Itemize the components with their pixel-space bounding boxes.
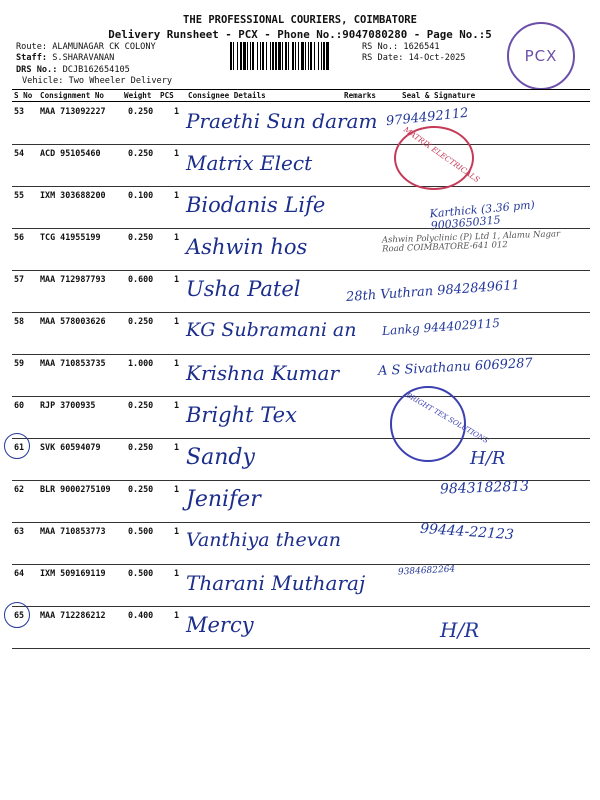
row-sno: 58 (14, 316, 25, 326)
col-pcs: PCS (160, 91, 174, 100)
row-divider (12, 354, 590, 355)
row-consignee-handwritten: Matrix Elect (186, 151, 313, 175)
row-consignee-handwritten: Bright Tex (186, 403, 297, 427)
row-sno: 64 (14, 568, 25, 578)
row-sno: 53 (14, 106, 25, 116)
row-seal-signature: 9384682264 (397, 564, 456, 578)
sno-circle-mark (4, 602, 30, 628)
row-consignee-handwritten: Krishna Kumar (186, 361, 340, 385)
staff-label: Staff: (16, 53, 48, 63)
col-consignment: Consignment No (40, 91, 105, 100)
row-consignee-handwritten: Mercy (186, 613, 254, 637)
row-seal-signature: BRIGHT TEX SOLUTIONS (404, 391, 490, 445)
row-seal-signature: 99444-22123 (419, 520, 515, 544)
drs-row (16, 65, 130, 75)
row-divider (12, 186, 590, 187)
row-sno: 63 (14, 526, 25, 536)
row-consignment-no: MAA 710853773 (40, 526, 106, 536)
row-weight: 0.250 (128, 106, 154, 116)
row-seal-signature: 28th Vuthran 9842849611 (345, 277, 521, 306)
runsheet-title: Delivery Runsheet - PCX - Phone No.:9047080280 - Page No.:5 (108, 28, 492, 41)
row-sno: 54 (14, 148, 25, 158)
brighttex-seal-stamp (390, 386, 466, 462)
row-weight: 0.500 (128, 526, 154, 536)
row-pcs: 1 (174, 442, 180, 452)
route-text: Route: ALAMUNAGAR CK COLONY (16, 42, 156, 52)
row-pcs: 1 (174, 274, 180, 284)
row-consignment-no: SVK 60594079 (40, 442, 101, 452)
row-consignee-handwritten: Jenifer (186, 487, 261, 512)
row-sno: 65 (14, 610, 25, 620)
row-consignee-handwritten: Ashwin hos (186, 235, 308, 259)
row-weight: 1.000 (128, 358, 154, 368)
row-sno: 56 (14, 232, 25, 242)
sno-circle-mark (4, 433, 30, 459)
row-weight: 0.250 (128, 400, 154, 410)
row-weight: 0.250 (128, 148, 154, 158)
row-seal-signature: 9843182813 (439, 478, 530, 498)
barcode (230, 42, 356, 70)
row-divider (12, 438, 590, 439)
row-consignee-handwritten: Praethi Sun daram (186, 109, 378, 133)
row-consignee-handwritten: Sandy (186, 445, 255, 470)
row-sno: 61 (14, 442, 25, 452)
row-consignment-no: IXM 303688200 (40, 190, 106, 200)
col-seal: Seal & Signature (402, 91, 476, 100)
row-weight: 0.600 (128, 274, 154, 284)
drs-label: DRS No.: (16, 65, 58, 75)
pcx-stamp: PCX (507, 22, 575, 90)
row-divider (12, 606, 590, 607)
row-pcs: 1 (174, 568, 180, 578)
row-consignee-handwritten: Biodanis Life (186, 193, 326, 217)
barcode-bar (329, 42, 330, 70)
row-consignee-handwritten: Tharani Mutharaj (186, 571, 366, 595)
row-divider (12, 312, 590, 313)
row-divider (12, 270, 590, 271)
company-title: THE PROFESSIONAL COURIERS, COIMBATORE (183, 14, 417, 26)
table-header-rule (12, 101, 590, 102)
col-remarks: Remarks (344, 91, 377, 100)
col-sno: S No (14, 91, 33, 100)
row-sno: 62 (14, 484, 25, 494)
row-seal-signature: Karthick (3.36 pm) 9003650315 (429, 198, 536, 233)
row-consignment-no: MAA 713092227 (40, 106, 106, 116)
row-pcs: 1 (174, 232, 180, 242)
vehicle-text: Vehicle: Two Wheeler Delivery (22, 76, 173, 86)
row-divider (12, 144, 590, 145)
rs-number: RS No.: 1626541 (362, 42, 440, 52)
row-pcs: 1 (174, 148, 180, 158)
row-pcs: 1 (174, 400, 180, 410)
row-divider (12, 522, 590, 523)
col-weight: Weight (124, 91, 152, 100)
row-weight: 0.250 (128, 232, 154, 242)
row-pcs: 1 (174, 358, 180, 368)
row-pcs: 1 (174, 106, 180, 116)
row-seal-signature: H/R (440, 618, 480, 642)
row-seal-signature: Ashwin Polyclinic (P) Ltd 1, Alamu Nagar Road COIMBATORE-641 012 (381, 229, 561, 255)
row-sno: 60 (14, 400, 25, 410)
row-consignment-no: IXM 509169119 (40, 568, 106, 578)
row-weight: 0.250 (128, 316, 154, 326)
row-pcs: 1 (174, 316, 180, 326)
row-divider (12, 228, 590, 229)
row-seal-signature: A S Sivathanu 6069287 (377, 355, 534, 380)
row-sno: 57 (14, 274, 25, 284)
row-divider (12, 396, 590, 397)
col-consignee: Consignee Details (188, 91, 266, 100)
row-weight: 0.500 (128, 568, 154, 578)
row-consignment-no: ACD 95105460 (40, 148, 101, 158)
drs-value: DCJB16265410​5 (62, 65, 130, 75)
row-consignment-no: RJP 3700935 (40, 400, 96, 410)
row-seal-signature: MATRIX ELECTRICALS (401, 124, 482, 185)
row-sno: 59 (14, 358, 25, 368)
rs-date: RS Date: 14-Oct-2025 (362, 53, 466, 63)
row-weight: 0.400 (128, 610, 154, 620)
row-consignment-no: MAA 712987793 (40, 274, 106, 284)
row-pcs: 1 (174, 610, 180, 620)
row-consignment-no: MAA 578003626 (40, 316, 106, 326)
row-seal-signature: Lankg 9444029115 (381, 315, 501, 339)
row-consignee-handwritten: Usha Patel (186, 277, 301, 301)
table-top-rule (12, 89, 590, 90)
staff-value: S.SHARAVANAN (52, 53, 115, 63)
row-seal-signature: 9794492112 (385, 105, 470, 130)
row-consignee-handwritten: Vanthiya thevan (186, 529, 342, 551)
row-consignment-no: MAA 710853735 (40, 358, 106, 368)
matrix-seal-stamp (394, 126, 474, 190)
row-pcs: 1 (174, 484, 180, 494)
row-pcs: 1 (174, 190, 180, 200)
row-pcs: 1 (174, 526, 180, 536)
row-divider (12, 648, 590, 649)
row-consignment-no: MAA 712286212 (40, 610, 106, 620)
row-seal-signature: H/R (470, 448, 506, 469)
row-sno: 55 (14, 190, 25, 200)
row-weight: 0.100 (128, 190, 154, 200)
row-consignment-no: BLR 9000275109 (40, 484, 111, 494)
row-consignment-no: TCG 41955199 (40, 232, 101, 242)
row-weight: 0.250 (128, 484, 154, 494)
staff-row (16, 53, 114, 63)
row-consignee-handwritten: KG Subramani an (186, 319, 357, 341)
row-weight: 0.250 (128, 442, 154, 452)
row-divider (12, 564, 590, 565)
